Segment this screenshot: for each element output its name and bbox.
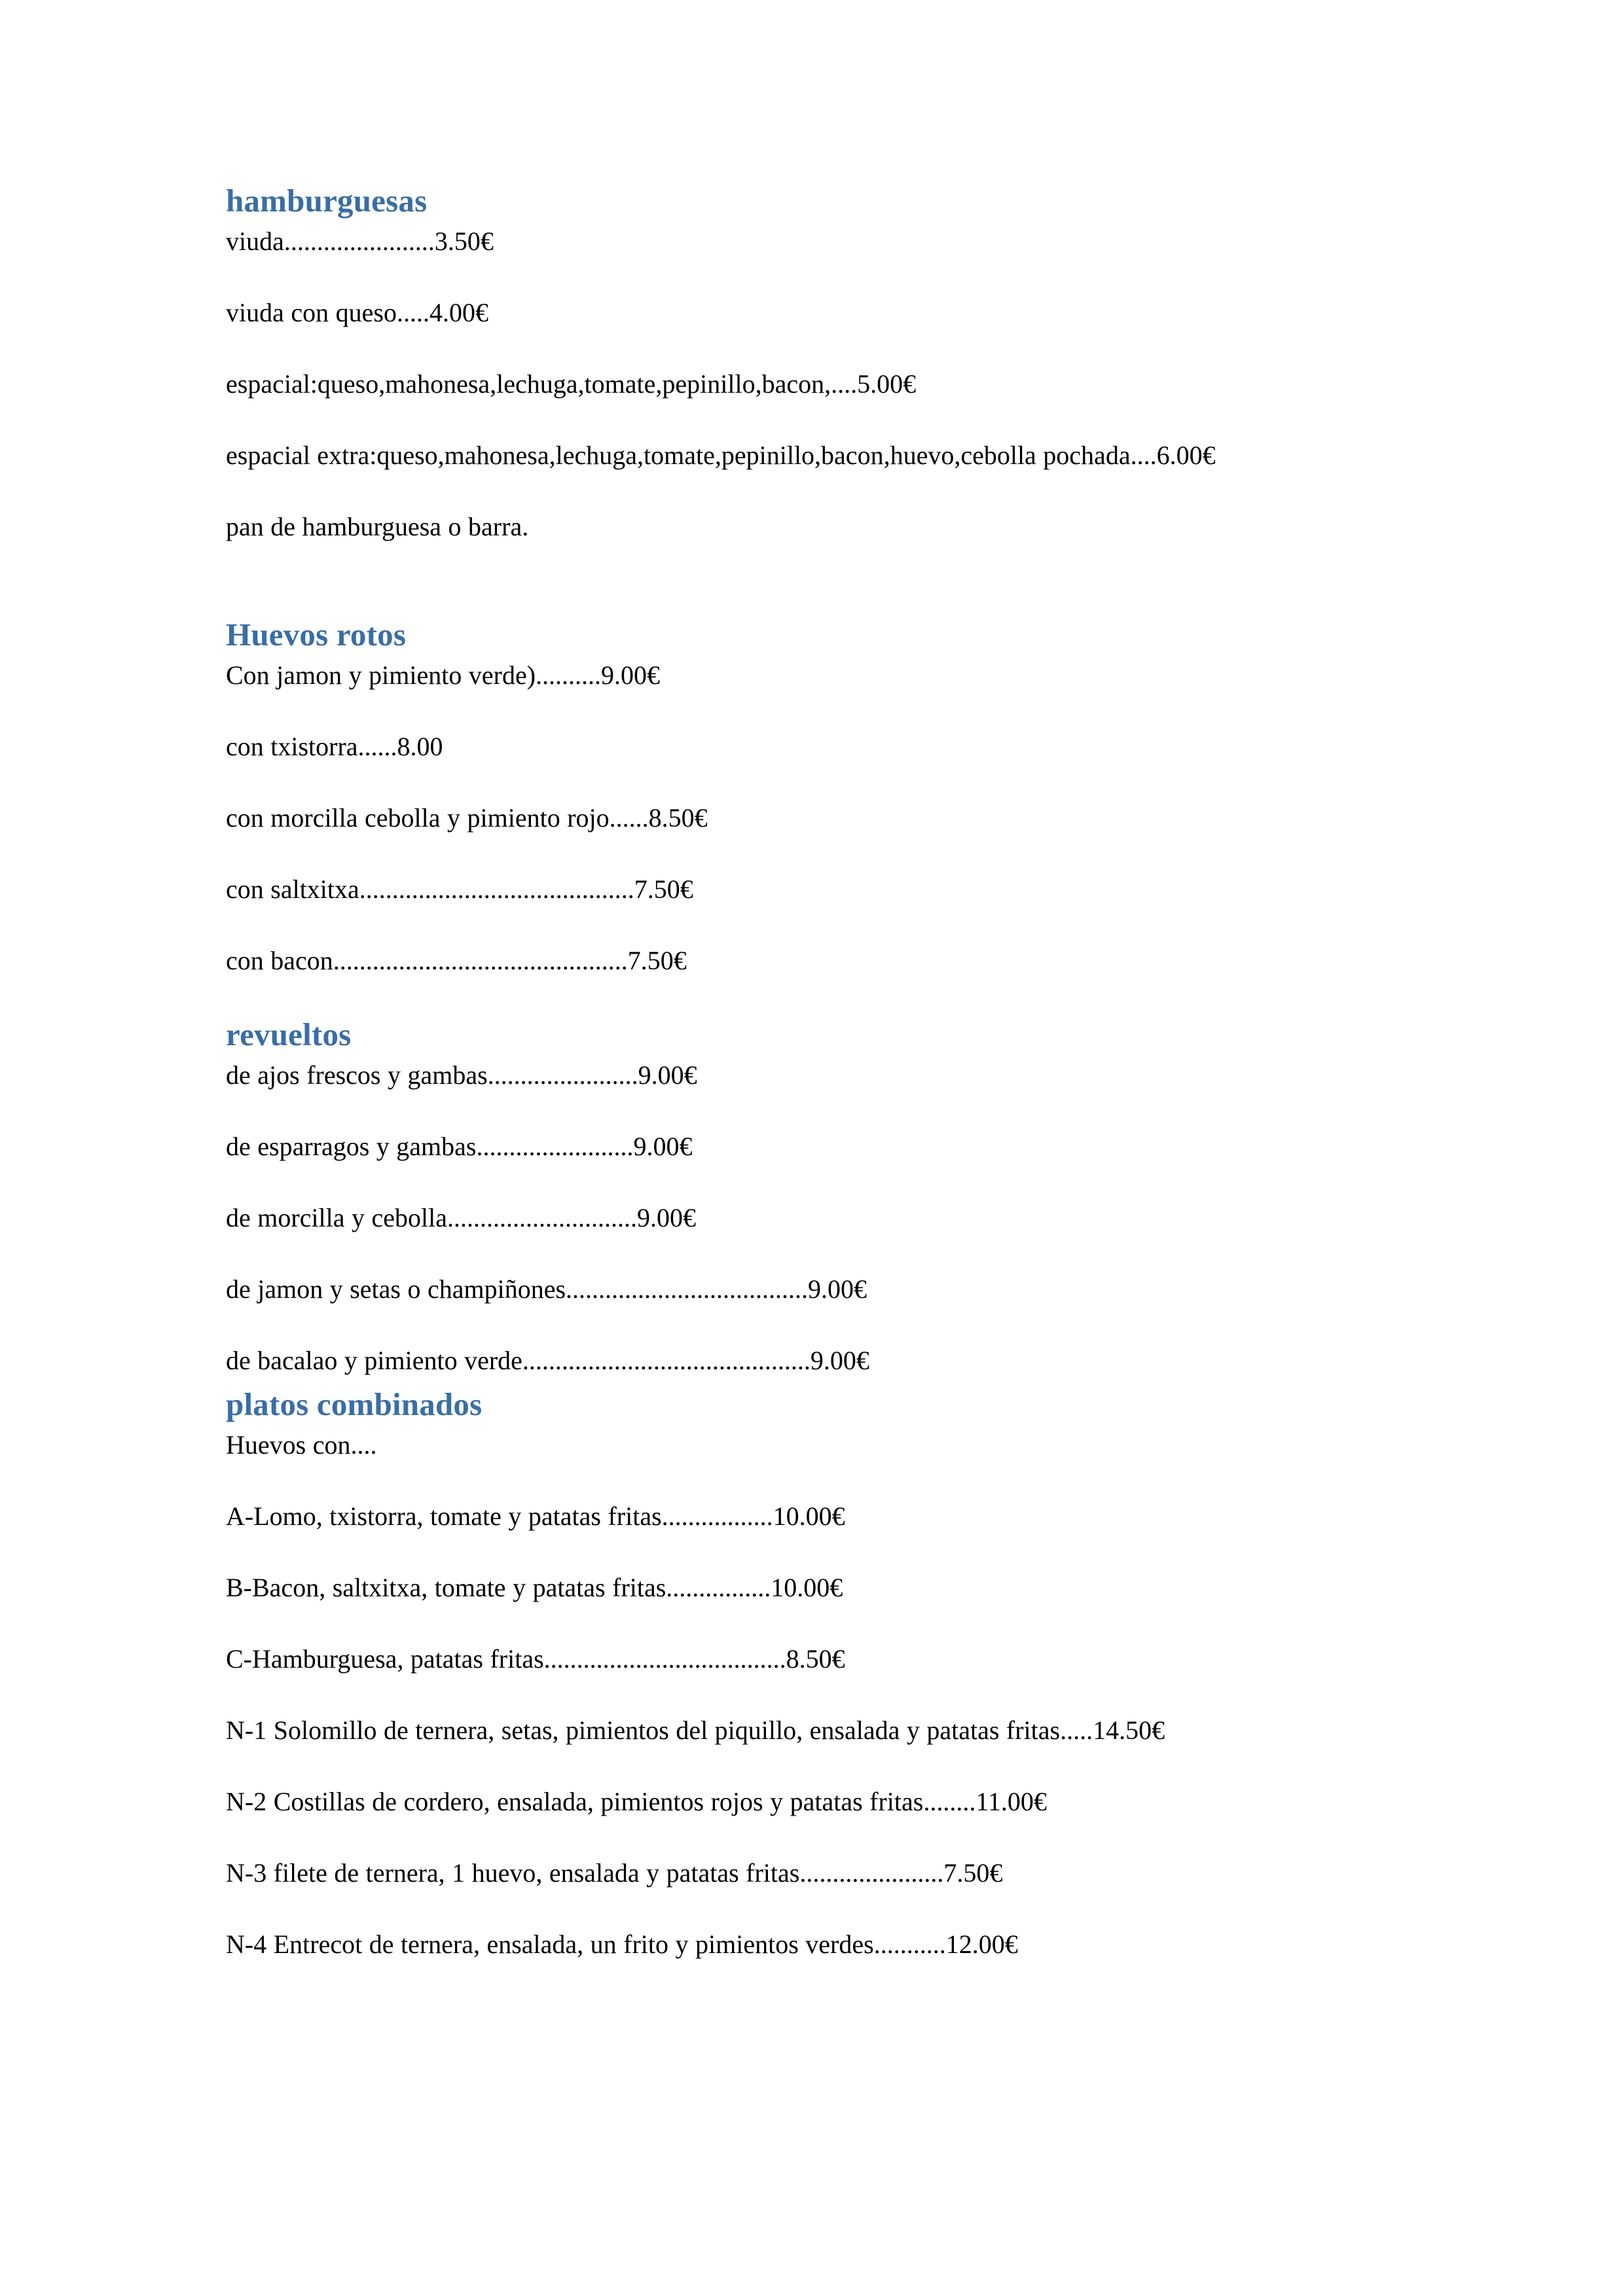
menu-item: N-4 Entrecot de ternera, ensalada, un frito y pimientos verdes...........12.00€ (226, 1929, 1018, 1959)
menu-item: espacial extra:queso,mahonesa,lechuga,tomate,pepinillo,bacon,huevo,cebolla pochada....6.00€ (226, 440, 1216, 470)
section-revueltos (226, 1017, 1404, 1378)
menu-item: con saltxitxa..........................................7.50€ (226, 874, 693, 904)
section-heading-revueltos: revueltos (226, 1016, 352, 1052)
menu-item: Con jamon y pimiento verde)..........9.00€ (226, 660, 661, 690)
menu-item: de esparragos y gambas........................9.00€ (226, 1131, 693, 1161)
section-spacer (226, 978, 1404, 1017)
menu-item: espacial:queso,mahonesa,lechuga,tomate,pepinillo,bacon,....5.00€ (226, 368, 917, 399)
section-platos-combinados (226, 1387, 1404, 1962)
menu-item: N-2 Costillas de cordero, ensalada, pimientos rojos y patatas fritas........11.00€ (226, 1786, 1047, 1816)
menu-item: C-Hamburguesa, patatas fritas.....................................8.50€ (226, 1643, 845, 1674)
menu-item: viuda con queso.....4.00€ (226, 297, 488, 327)
section-heading-platos-combinados: platos combinados (226, 1386, 483, 1422)
menu-item: de morcilla y cebolla.............................9.00€ (226, 1202, 697, 1232)
menu-item: B-Bacon, saltxitxa, tomate y patatas fritas................10.00€ (226, 1572, 843, 1602)
section-huevos-rotos (226, 617, 1404, 978)
menu-item: de jamon y setas o champiñones.....................................9.00€ (226, 1274, 867, 1304)
menu-item: de bacalao y pimiento verde............................................9.00€ (226, 1345, 869, 1375)
section-hamburguesas (226, 183, 1404, 544)
menu-item: de ajos frescos y gambas.......................9.00€ (226, 1060, 697, 1090)
menu-item: A-Lomo, txistorra, tomate y patatas fritas.................10.00€ (226, 1501, 845, 1531)
menu-item-note: Huevos con.... (226, 1429, 377, 1460)
section-spacer (226, 1378, 1404, 1387)
menu-item: con morcilla cebolla y pimiento rojo......8.50€ (226, 802, 708, 833)
section-heading-huevos-rotos: Huevos rotos (226, 616, 407, 653)
menu-item: con txistorra......8.00 (226, 731, 443, 761)
menu-content (226, 183, 1404, 1962)
menu-item: N-1 Solomillo de ternera, setas, pimientos del piquillo, ensalada y patatas fritas.....14.50€ (226, 1715, 1165, 1745)
menu-item-note: pan de hamburguesa o barra. (226, 511, 529, 541)
menu-item: N-3 filete de ternera, 1 huevo, ensalada y patatas fritas......................7.50€ (226, 1857, 1003, 1888)
menu-item: viuda.......................3.50€ (226, 226, 494, 256)
section-spacer (226, 544, 1404, 617)
section-heading-hamburguesas: hamburguesas (226, 183, 428, 219)
menu-item: con bacon.............................................7.50€ (226, 945, 687, 975)
